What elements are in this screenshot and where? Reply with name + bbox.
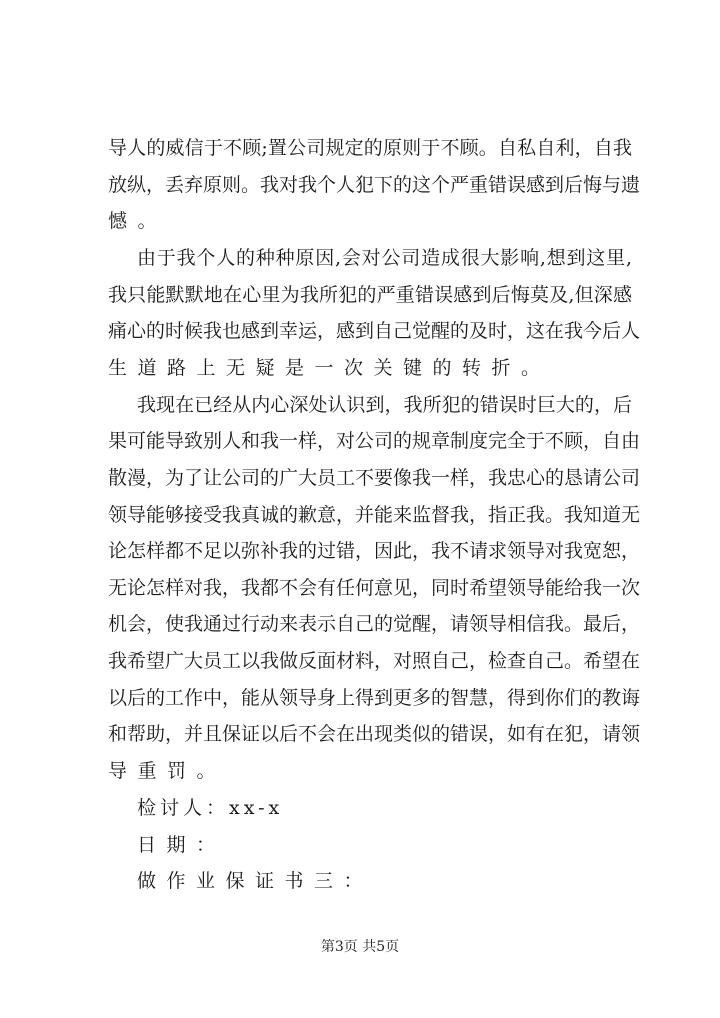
section-heading: 做作业保证书三： <box>137 870 374 892</box>
text-line: 无论怎样对我，我都不会有任何意见，同时希望领导能给我一次 <box>108 577 641 599</box>
text-line: 果可能导致别人和我一样，对公司的规章制度完全于不顾，自由 <box>108 430 641 452</box>
text-line: 散漫，为了让公司的广大员工不要像我一样，我忠心的恳请公司 <box>108 467 641 489</box>
paragraph-start: 由于我个人的种种原因,会对公司造成很大影响,想到这里, <box>137 247 632 269</box>
page-number: 第3页 共5页 <box>320 939 400 955</box>
text-line: 和帮助，并且保证以后不会在出现类似的错误，如有在犯，请领 <box>108 723 641 745</box>
signature-line: 检讨人：xx-x <box>137 797 284 819</box>
text-line: 领导能够接受我真诚的歉意，并能来监督我，指正我。我知道无 <box>108 504 641 526</box>
text-line: 我只能默默地在心里为我所犯的严重错误感到后悔莫及,但深感 <box>108 284 632 306</box>
text-line: 我希望广大员工以我做反面材料，对照自己，检查自己。希望在 <box>108 650 641 672</box>
paragraph-start: 我现在已经从内心深处认识到，我所犯的错误时巨大的，后 <box>137 394 632 416</box>
text-line: 生道路上无疑是一次关键的转折。 <box>108 357 551 379</box>
text-line: 憾。 <box>108 210 168 232</box>
text-line: 导人的威信于不顾;置公司规定的原则于不顾。自私自利，自我 <box>108 137 632 159</box>
text-line: 论怎样都不足以弥补我的过错，因此，我不请求领导对我宽恕， <box>108 540 641 562</box>
text-line: 痛心的时候我也感到幸运，感到自己觉醒的及时，这在我今后人 <box>108 320 641 342</box>
text-line: 导重罚。 <box>108 760 227 782</box>
date-line: 日期： <box>137 834 226 856</box>
text-line: 机会，使我通过行动来表示自己的觉醒，请领导相信我。最后， <box>108 613 641 635</box>
text-line: 放纵，丢弃原则。我对我个人犯下的这个严重错误感到后悔与遗 <box>108 174 641 196</box>
text-line: 以后的工作中，能从领导身上得到更多的智慧，得到你们的教诲 <box>108 687 641 709</box>
